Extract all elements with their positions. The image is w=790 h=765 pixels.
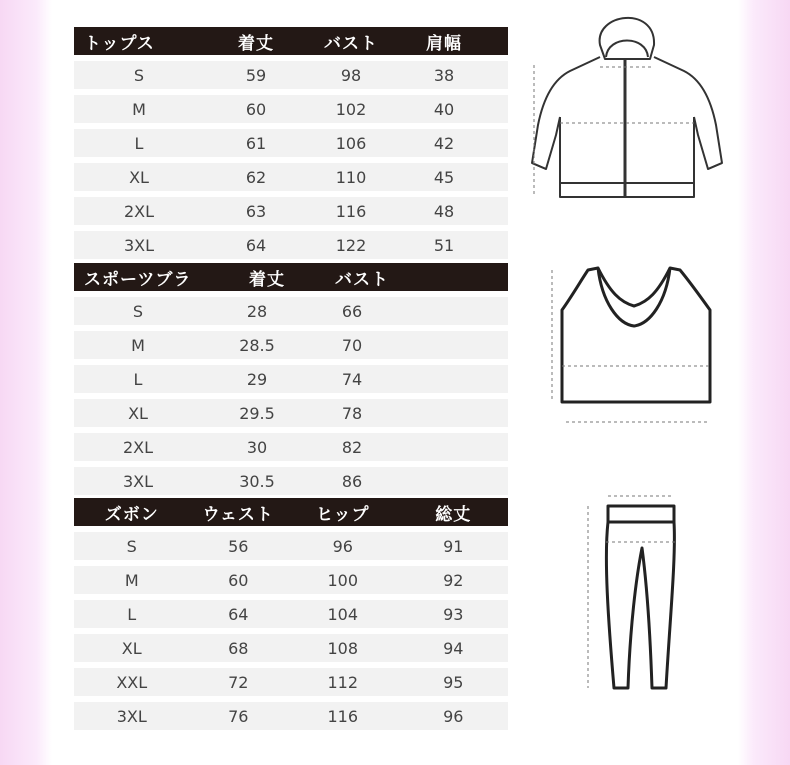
table-row — [74, 129, 508, 157]
size-cell: L — [134, 133, 144, 153]
pants-size-table — [74, 498, 508, 730]
size-cell: 3XL — [122, 471, 154, 491]
value-cell: 96 — [443, 706, 464, 726]
leggings-icon — [578, 488, 688, 698]
size-cell: XL — [121, 638, 142, 658]
header-cell: ズボン — [104, 504, 159, 525]
table-row — [74, 668, 508, 696]
table-row — [74, 399, 508, 427]
table-row — [74, 433, 508, 461]
size-cell: 3XL — [123, 235, 155, 255]
value-cell: 95 — [443, 672, 464, 692]
size-cell: S — [132, 301, 144, 321]
value-cell: 122 — [335, 235, 367, 255]
size-cell: M — [132, 99, 146, 119]
value-cell: 116 — [335, 201, 367, 221]
value-cell: 116 — [327, 706, 359, 726]
table-row — [74, 231, 508, 259]
size-cell: S — [126, 536, 137, 556]
value-cell: 61 — [245, 133, 267, 153]
size-cell: XL — [128, 403, 148, 423]
sports-bra-size-table — [74, 263, 508, 495]
tops-size-table — [74, 27, 508, 259]
value-cell: 108 — [327, 638, 359, 658]
value-cell: 94 — [443, 638, 464, 658]
value-cell: 60 — [228, 570, 249, 590]
value-cell: 102 — [335, 99, 367, 119]
table-row — [74, 365, 508, 393]
table-row — [74, 532, 508, 560]
header-cell: ヒップ — [316, 504, 370, 525]
header-cell: トップス — [84, 33, 155, 54]
size-cell: M — [124, 570, 139, 590]
table-row — [74, 61, 508, 89]
header-cell: ウェスト — [202, 504, 274, 525]
table-row — [74, 331, 508, 359]
value-cell: 63 — [245, 201, 267, 221]
value-cell: 104 — [327, 604, 359, 624]
value-cell: 96 — [332, 536, 353, 556]
value-cell: 28 — [246, 301, 268, 321]
value-cell: 93 — [443, 604, 464, 624]
value-cell: 100 — [327, 570, 359, 590]
value-cell: 64 — [245, 235, 267, 255]
value-cell: 92 — [443, 570, 464, 590]
sports-bra-header-row — [74, 263, 508, 291]
size-cell: S — [133, 65, 145, 85]
header-cell: スポーツブラ — [84, 269, 192, 290]
table-row — [74, 297, 508, 325]
value-cell: 112 — [327, 672, 359, 692]
value-cell: 86 — [341, 471, 363, 491]
tops-header-row — [74, 27, 508, 55]
value-cell: 59 — [245, 65, 267, 85]
size-cell: M — [131, 335, 145, 355]
value-cell: 98 — [340, 65, 362, 85]
header-cell: 肩幅 — [426, 33, 462, 54]
value-cell: 29 — [246, 369, 268, 389]
right-pink-border — [738, 0, 790, 765]
size-cell: 2XL — [123, 201, 155, 221]
value-cell: 72 — [228, 672, 249, 692]
table-row — [74, 197, 508, 225]
value-cell: 38 — [433, 65, 455, 85]
value-cell: 70 — [341, 335, 363, 355]
value-cell: 82 — [341, 437, 363, 457]
left-pink-border — [0, 0, 52, 765]
size-cell: 2XL — [122, 437, 154, 457]
value-cell: 48 — [433, 201, 455, 221]
table-row — [74, 600, 508, 628]
value-cell: 45 — [433, 167, 455, 187]
value-cell: 110 — [335, 167, 367, 187]
value-cell: 60 — [245, 99, 267, 119]
value-cell: 76 — [228, 706, 249, 726]
size-cell: L — [133, 369, 143, 389]
table-row — [74, 634, 508, 662]
value-cell: 74 — [341, 369, 363, 389]
value-cell: 91 — [443, 536, 464, 556]
header-cell: 総丈 — [435, 504, 472, 525]
value-cell: 51 — [433, 235, 455, 255]
value-cell: 78 — [341, 403, 363, 423]
value-cell: 30.5 — [239, 471, 275, 491]
size-cell: XL — [129, 167, 149, 187]
sports-bra-icon — [540, 262, 730, 432]
pants-header-row — [74, 498, 508, 526]
table-row — [74, 566, 508, 594]
size-cell: L — [127, 604, 137, 624]
value-cell: 42 — [433, 133, 455, 153]
header-cell: 着丈 — [238, 33, 274, 54]
table-row — [74, 163, 508, 191]
value-cell: 64 — [228, 604, 249, 624]
value-cell: 28.5 — [239, 335, 275, 355]
value-cell: 29.5 — [239, 403, 275, 423]
table-row — [74, 467, 508, 495]
size-cell: 3XL — [116, 706, 147, 726]
table-row — [74, 702, 508, 730]
table-row — [74, 95, 508, 123]
header-cell: バスト — [335, 269, 389, 290]
value-cell: 106 — [335, 133, 367, 153]
value-cell: 30 — [246, 437, 268, 457]
value-cell: 68 — [228, 638, 249, 658]
hoodie-icon — [520, 5, 735, 210]
value-cell: 56 — [228, 536, 249, 556]
value-cell: 62 — [245, 167, 267, 187]
header-cell: バスト — [324, 33, 378, 54]
header-cell: 着丈 — [249, 269, 285, 290]
value-cell: 66 — [341, 301, 363, 321]
size-cell: XXL — [116, 672, 148, 692]
value-cell: 40 — [433, 99, 455, 119]
